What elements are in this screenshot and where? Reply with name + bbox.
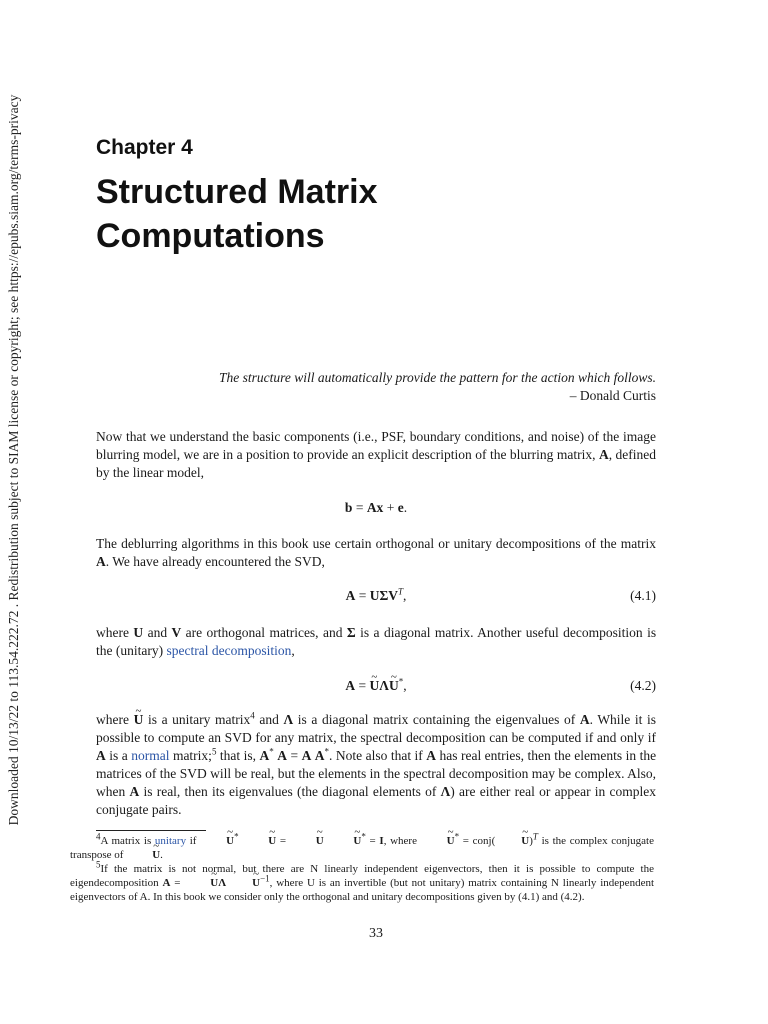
paragraph-svd-explanation: where U and V are orthogonal matrices, and Σ is a diagonal matrix. Another useful decomposition is the (unitary) spectral decomposition, <box>96 625 657 658</box>
paragraph-decompositions: The deblurring algorithms in this book use certain orthogonal or unitary decompositions of the matrix A. We have already encountered the SVD, <box>96 536 656 569</box>
footnote-separator <box>96 830 206 831</box>
equation-spectral: A = ~ UΛ~ U*, <box>96 677 656 695</box>
footnote-4: $^4$A matrix is unitary if ~ U* ~ U = ~ U ~ U* = I, where ~ U* = conj(~ U)$^T$ is the complex conjugate transpose of ~ U. <box>70 834 654 862</box>
equation-number-4-1: (4.1) <box>630 588 656 603</box>
chapter-label: Chapter 4 <box>96 136 193 159</box>
download-watermark <box>4 0 24 1024</box>
chapter-title <box>96 170 656 258</box>
equation-linear-model-body: b = Ax + e. <box>344 500 408 515</box>
epigraph <box>96 369 656 405</box>
footnote-5: $^5$If the matrix is not normal, but there are N linearly independent eigenvectors, then it is possible to compute the eigendecomposition A = ~ UΛ~ $U^{-1}$, where U is an invertible (but not unitary) matrix containing N linearly independent eigenvectors of A. In this book we consider only the orthogonal and unitary decompositions given by (4.1) and (4.2). <box>70 862 654 904</box>
equation-number-4-2: (4.2) <box>630 678 656 693</box>
spectral-decomposition-link[interactable]: spectral decomposition <box>166 643 292 658</box>
download-notice-text: Downloaded 10/13/22 to 113.54.222.72 . Redistribution subject to SIAM license or copyright; see https://epubs.siam.org/terms-privacy <box>6 94 21 826</box>
epigraph-author: – Donald Curtis <box>569 388 656 403</box>
equation-svd: $A = U\Sigma V^T$, <box>345 586 407 603</box>
page-number: 33 <box>369 926 383 941</box>
chapter-title-line-1: Structured Matrix <box>96 173 378 211</box>
paragraph-spectral-explanation: where ~ U is a unitary matrix$^4$ and Λ is a diagonal matrix containing the eigenvalues of A. While it is possible to compute an SVD for any matrix, the spectral decomposition can be computed if and only if A is a normal matrix;$^5$ that is, A* A = A A*. Note also that if A has real entries, then the elements in the matrices of the SVD will be real, but the elements in the spectral decomposition may be complex. Also, when A is real, then its eigenvalues (the diagonal elements of Λ) are either real or appear in complex conjugate pairs. <box>96 711 656 819</box>
normal-link[interactable]: normal <box>131 748 170 763</box>
unitary-link[interactable]: unitary <box>154 835 187 847</box>
paragraph-intro: Now that we understand the basic components (i.e., PSF, boundary conditions, and noise) of the image blurring model, we are in a position to provide an explicit description of the blurring matrix, A, defined by the linear model, <box>96 429 656 480</box>
chapter-title-line-2: Computations <box>96 217 325 255</box>
footnotes <box>70 831 655 904</box>
epigraph-quote: The structure will automatically provide the pattern for the action which follows. <box>219 370 656 385</box>
